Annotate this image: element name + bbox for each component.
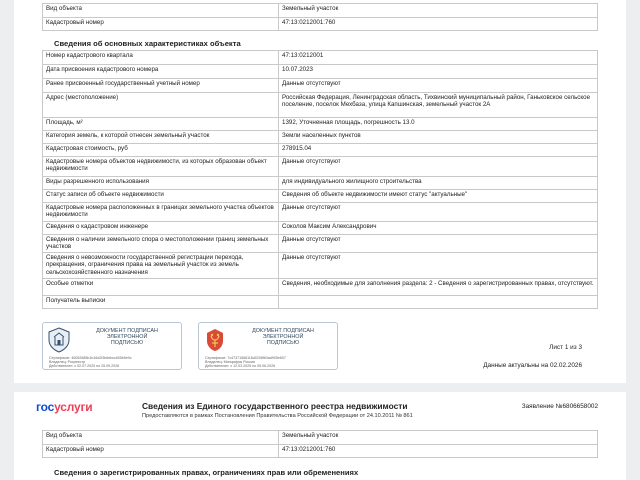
row-label: Вид объекта [43, 4, 279, 18]
table-row [43, 222, 598, 235]
row-value: 47:13:0212001 [279, 51, 598, 65]
rosreestr-emblem-icon [47, 327, 71, 353]
table-row [43, 157, 598, 177]
row-value: 47:13:0212001:760 [279, 18, 598, 31]
table-row [43, 296, 598, 309]
row-value: Данные отсутствуют [279, 79, 598, 93]
section-title: Сведения об основных характеристиках объекта [54, 39, 241, 48]
logo-part-gos: гос [36, 400, 55, 414]
row-label: Особые отметки [43, 279, 279, 296]
gosuslugi-logo [36, 400, 92, 414]
row-label: Ранее присвоенный государственный учетный номер [43, 79, 279, 93]
row-label: Дата присвоения кадастрового номера [43, 65, 279, 79]
section-title-rights: Сведения о зарегистрированных правах, ограничениях прав или обременениях [54, 468, 359, 477]
row-value: Данные отсутствуют [279, 235, 598, 253]
row-value: Данные отсутствуют [279, 203, 598, 222]
row-label: Категория земель, к которой отнесен земельный участок [43, 131, 279, 144]
certificate-validity: Действителен: с 12.03.2025 по 05.06.2026 [205, 364, 276, 368]
row-label: Статус записи об объекте недвижимости [43, 190, 279, 203]
table-row [43, 203, 598, 222]
row-label: Площадь, м² [43, 118, 279, 131]
table-row [43, 118, 598, 131]
row-value: 1392, Уточненная площадь, погрешность 13.0 [279, 118, 598, 131]
logo-part-uslugi: услуги [54, 400, 93, 414]
row-label: Сведения о наличии земельного спора о местоположении границ земельных участков [43, 235, 279, 253]
document-sheet-1 [14, 0, 626, 383]
row-value: Земли населенных пунктов [279, 131, 598, 144]
table-row [43, 190, 598, 203]
coat-of-arms-icon [203, 327, 227, 353]
row-label: Сведения о невозможности государственной регистрации перехода, прекращения, ограничения права на земельный участок из земель сельскохозяйственного назначения [43, 253, 279, 279]
signature-line: ДОКУМЕНТ ПОДПИСАН [96, 328, 158, 334]
row-value: Данные отсутствуют [279, 253, 598, 279]
application-number: Заявление №6806658002 [521, 403, 598, 410]
signature-line: ПОДПИСЬЮ [110, 340, 144, 346]
object-summary-table-2 [42, 430, 598, 458]
row-value: Российская Федерация, Ленинградская область, Тихвинский муниципальный район, Ганьковское сельское поселение, поселок Мехбаза, улица Капшинская, земельный участок 2А [279, 93, 598, 118]
certificate-validity: Действителен: с 02.07.2025 по 25.09.2026 [49, 364, 120, 368]
row-value: Земельный участок [279, 4, 598, 18]
row-value: Соколов Максим Александрович [279, 222, 598, 235]
row-label: Кадастровые номера объектов недвижимости, из которых образован объект недвижимости [43, 157, 279, 177]
row-value: Сведения, необходимые для заполнения раздела: 2 - Сведения о зарегистрированных правах, отсутствуют. [279, 279, 598, 296]
certificate-owner: Владелец: Росреестр [49, 360, 86, 364]
table-row [43, 177, 598, 190]
object-summary-table [42, 3, 598, 31]
row-value: Сведения об объекте недвижимости имеют статус "актуальные" [279, 190, 598, 203]
signature-line: ЭЛЕКТРОННОЙ [106, 334, 148, 340]
table-row [43, 235, 598, 253]
certificate-info: Сертификат: 7c47371568116d0208f63ad905e607 [205, 356, 286, 360]
row-value: 10.07.2023 [279, 65, 598, 79]
row-value: 47:13:0212001:760 [279, 445, 598, 458]
row-label: Сведения о кадастровом инженере [43, 222, 279, 235]
table-row [43, 445, 598, 458]
table-row [43, 65, 598, 79]
row-label: Кадастровый номер [43, 18, 279, 31]
row-label: Кадастровый номер [43, 445, 279, 458]
document-subtitle: Предоставляются в рамках Постановления Правительства Российской Федерации от 24.10.2011 № 861 [142, 413, 413, 419]
certificate-owner: Владелец: Минцифры России [205, 360, 256, 364]
row-label: Получатель выписки [43, 296, 279, 309]
table-row [43, 144, 598, 157]
signature-line: ЭЛЕКТРОННОЙ [262, 334, 304, 340]
actuality-date: Данные актуальны на 02.02.2026 [483, 362, 582, 369]
row-value: Земельный участок [279, 431, 598, 445]
row-label: Кадастровые номера расположенных в границах земельного участка объектов недвижимости [43, 203, 279, 222]
table-row [43, 431, 598, 445]
table-row [43, 131, 598, 144]
table-row [43, 253, 598, 279]
table-row [43, 18, 598, 31]
table-row [43, 93, 598, 118]
row-value: 278915.04 [279, 144, 598, 157]
row-label: Виды разрешенного использования [43, 177, 279, 190]
row-label: Номер кадастрового квартала [43, 51, 279, 65]
row-value [279, 296, 598, 309]
table-row [43, 4, 598, 18]
document-sheet-2 [14, 392, 626, 480]
document-title: Сведения из Единого государственного реестра недвижимости [142, 401, 408, 411]
row-value: Данные отсутствуют [279, 157, 598, 177]
row-label: Вид объекта [43, 431, 279, 445]
characteristics-table [42, 50, 598, 309]
signature-stamp-rosreestr [42, 322, 182, 370]
signature-stamp-mintsifry [198, 322, 338, 370]
row-value: для индивидуального жилищного строительства [279, 177, 598, 190]
row-label: Адрес (местоположение) [43, 93, 279, 118]
certificate-info: Сертификат: 46052685b1b16d2f3b6ebcc605b5e0c [49, 356, 132, 360]
table-row [43, 279, 598, 296]
row-label: Кадастровая стоимость, руб [43, 144, 279, 157]
table-row [43, 79, 598, 93]
signature-line: ПОДПИСЬЮ [266, 340, 300, 346]
table-row [43, 51, 598, 65]
page-counter: Лист 1 из 3 [549, 344, 582, 351]
signature-line: ДОКУМЕНТ ПОДПИСАН [252, 328, 314, 334]
